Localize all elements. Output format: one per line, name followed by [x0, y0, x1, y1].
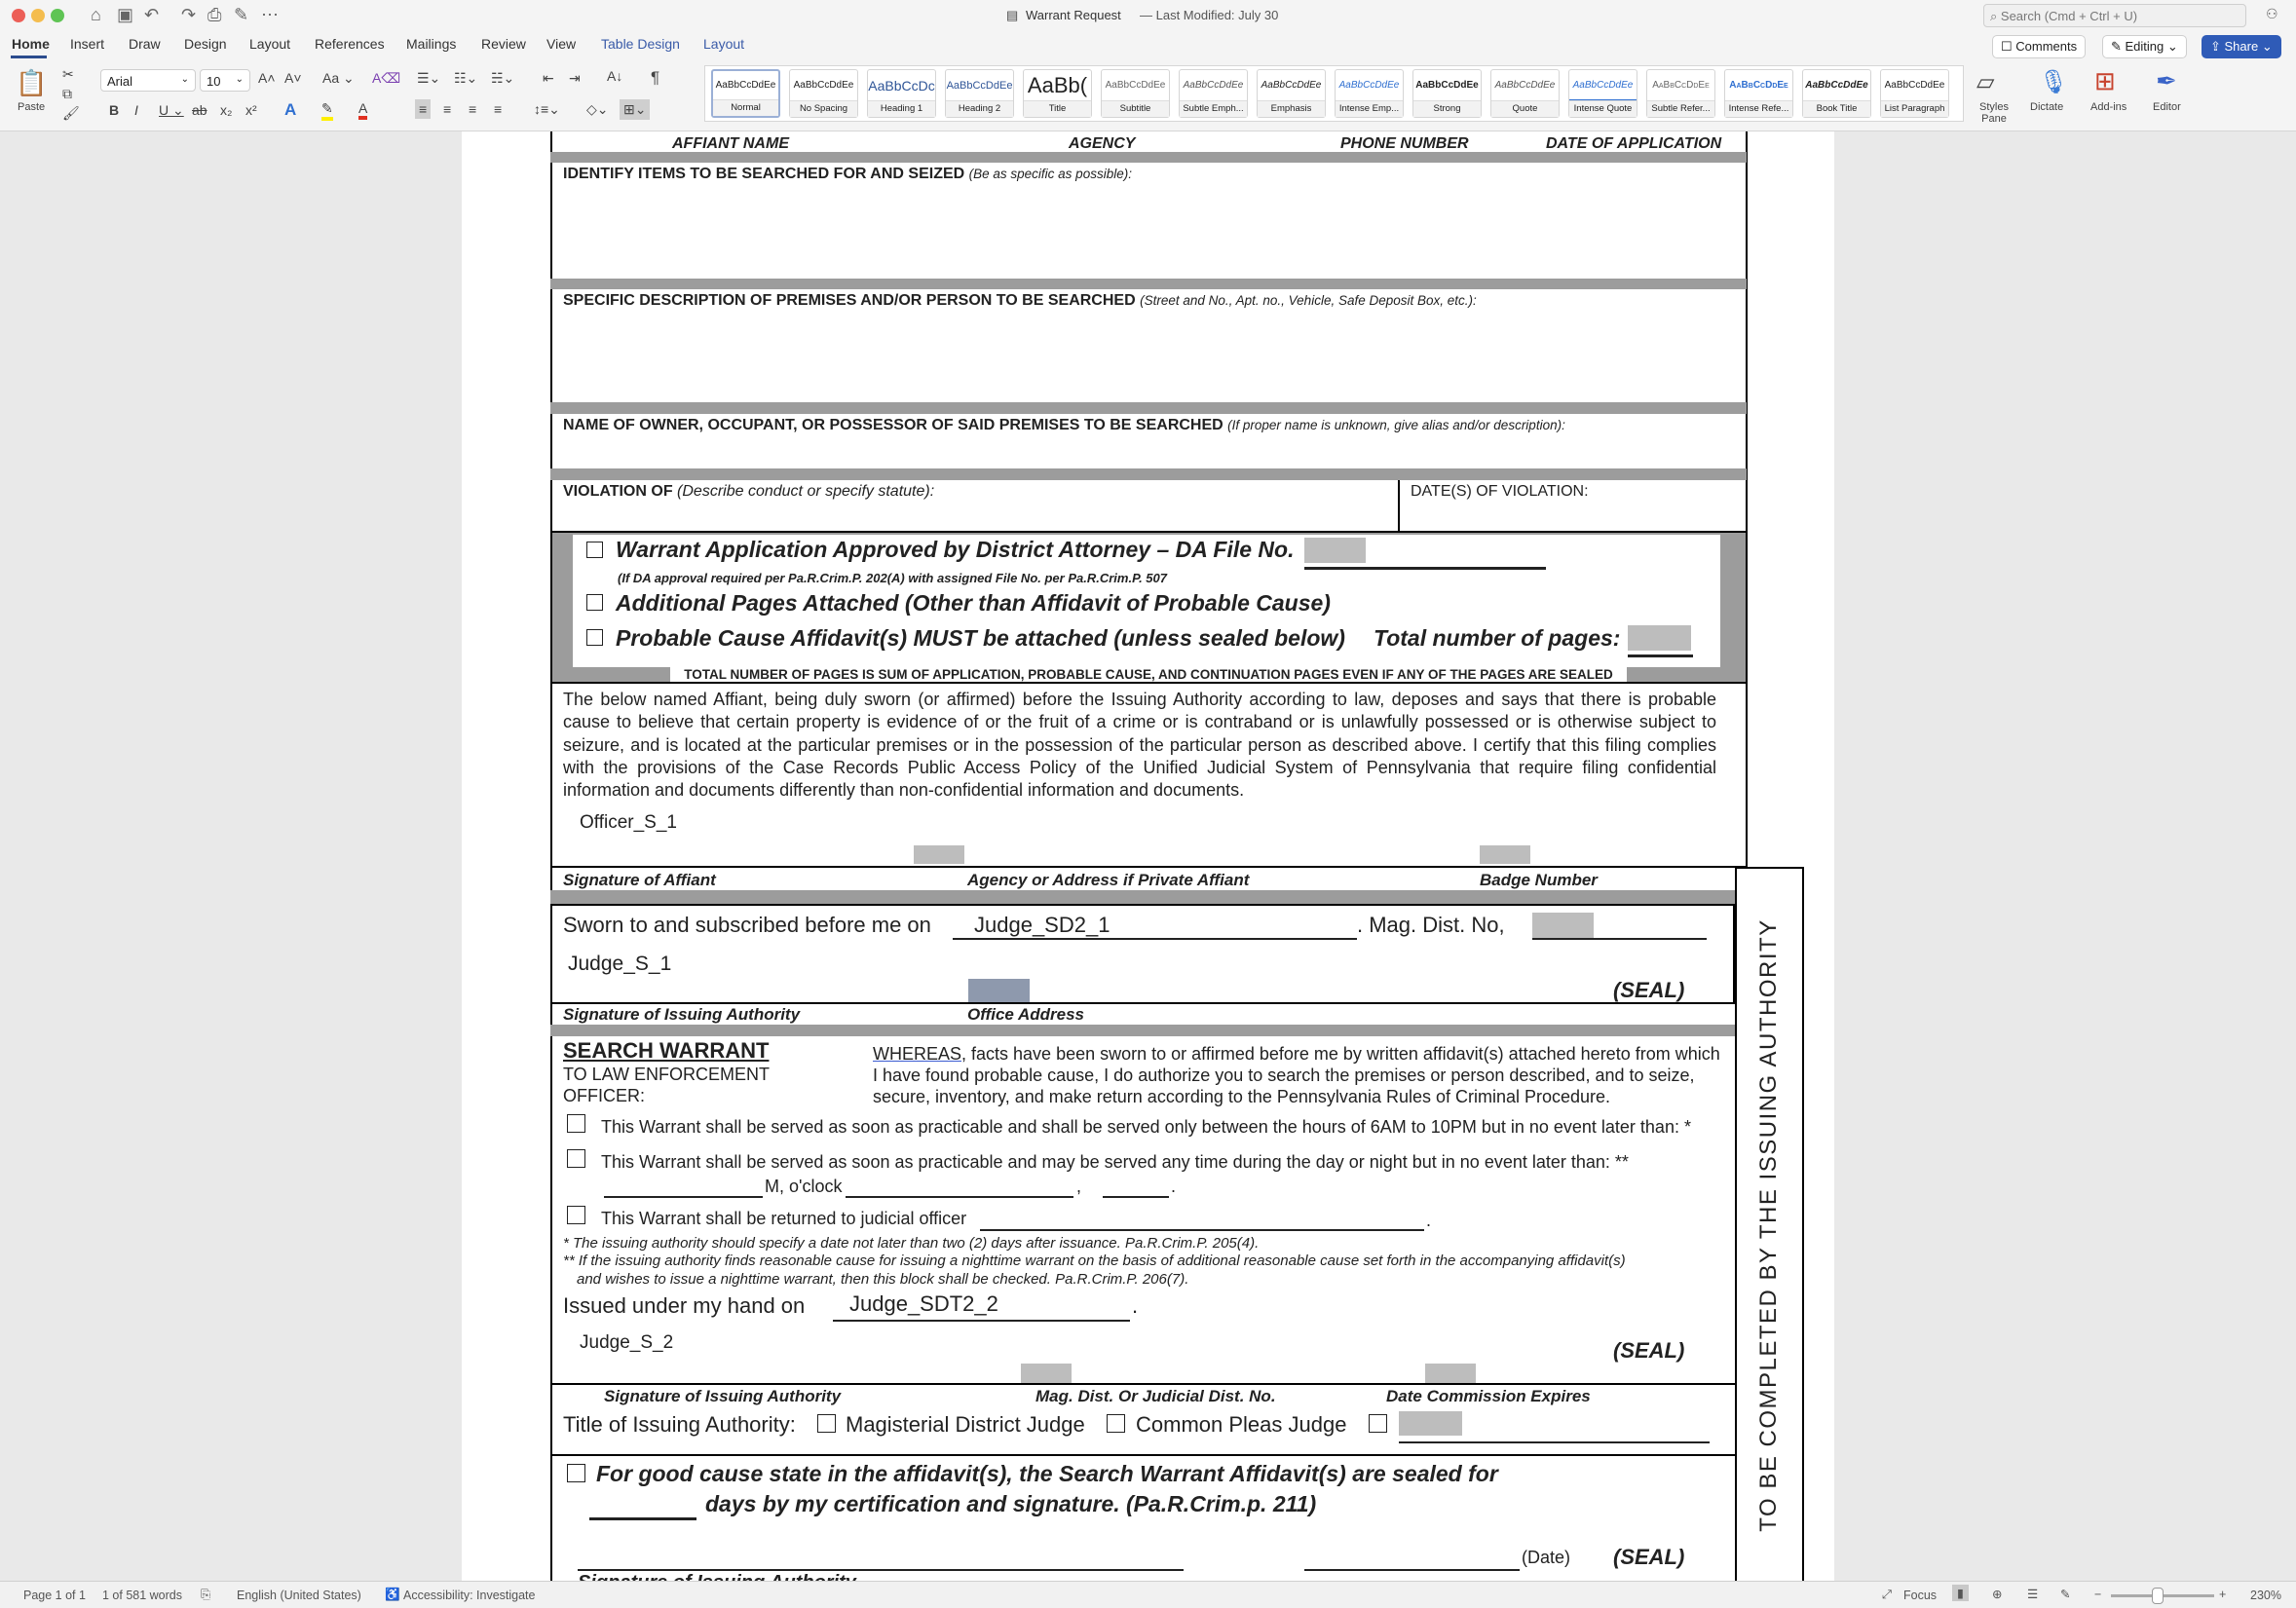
- total-pages-label: Total number of pages:: [1374, 625, 1621, 651]
- style-name: Subtle Refer...: [1647, 100, 1714, 117]
- footnote-3: and wishes to issue a nighttime warrant, then this block shall be checked. Pa.R.Crim.P. 206(7).: [577, 1271, 1189, 1288]
- focus-button[interactable]: Focus: [1903, 1589, 1938, 1602]
- style-preview: AaBbCcDdEe: [715, 80, 776, 91]
- outline-icon[interactable]: ☰: [2027, 1588, 2039, 1601]
- tab-table-design[interactable]: Table Design: [601, 36, 680, 52]
- clear-formatting-icon[interactable]: A⌫: [372, 70, 401, 86]
- footnote-1: * The issuing authority should specify a date not later than two (2) days after issuance. Pa.R.Crim.P. 205(4).: [563, 1235, 1260, 1252]
- dictate-label: Dictate: [2030, 101, 2064, 113]
- cut-icon[interactable]: ✂: [62, 66, 74, 82]
- styles-pane-icon[interactable]: ▱: [1976, 69, 1995, 95]
- edit-doc-icon[interactable]: ✎: [234, 5, 249, 24]
- style-preview: AaBbCcDdEe: [946, 79, 1013, 92]
- style-name: Title: [1024, 100, 1091, 117]
- additional-pages-checkbox[interactable]: [586, 594, 603, 611]
- numbering-icon[interactable]: ☷⌄: [454, 70, 478, 86]
- premises-description-field[interactable]: SPECIFIC DESCRIPTION OF PREMISES AND/OR PERSON TO BE SEARCHED (Street and No., Apt. no., Vehicle, Safe Deposit Box, etc.):: [563, 292, 1477, 309]
- row-line: [550, 682, 1747, 684]
- divider-bar: [550, 402, 1747, 414]
- save-icon[interactable]: ▣: [117, 5, 134, 24]
- font-name-select[interactable]: Arial ⌄: [100, 69, 196, 92]
- signature-issuing-label-2: Signature of Issuing Authority: [604, 1387, 842, 1405]
- total-pages-field[interactable]: [1628, 625, 1691, 651]
- tab-design[interactable]: Design: [184, 36, 227, 52]
- divider-bar: [550, 890, 1735, 904]
- font-color-icon[interactable]: A: [358, 100, 367, 120]
- style-name: No Spacing: [790, 100, 857, 117]
- probable-cause-label: Probable Cause Affidavit(s) MUST be attached (unless sealed below): [616, 625, 1345, 651]
- sworn-date-field[interactable]: Judge_SD2_1: [974, 913, 1110, 937]
- sworn-date-underline: [953, 938, 1357, 940]
- title-issuing-label: Title of Issuing Authority:: [563, 1412, 796, 1437]
- seal-label: (SEAL): [1613, 1338, 1685, 1363]
- da-approved-checkbox[interactable]: [586, 542, 603, 558]
- increase-indent-icon[interactable]: ⇥: [569, 70, 581, 86]
- daytime-label: This Warrant shall be served as soon as practicable and shall be served only between the hours of 6AM to 10PM but in no event later than: *: [601, 1117, 1691, 1137]
- subscript-button[interactable]: x₂: [220, 102, 233, 118]
- other-title-checkbox[interactable]: [1369, 1414, 1387, 1433]
- affiant-name-header: AFFIANT NAME: [672, 135, 789, 152]
- vertical-label: TO BE COMPLETED BY THE ISSUING AUTHORITY: [1755, 917, 1782, 1532]
- style-name: List Paragraph: [1881, 100, 1948, 117]
- mdj-label: Magisterial District Judge: [846, 1412, 1085, 1437]
- bullets-icon[interactable]: ☰⌄: [417, 70, 441, 86]
- justify-button[interactable]: ≡: [494, 101, 503, 117]
- mag-dist-field[interactable]: [1532, 913, 1594, 938]
- other-title-underline: [1399, 1441, 1710, 1443]
- affiant-signature-value[interactable]: Officer_S_1: [580, 812, 677, 833]
- style-preview: AaBbCcDdEe: [1415, 80, 1479, 91]
- total-pages-underline: [1628, 654, 1693, 657]
- affiant-statement: The below named Affiant, being duly sworn (or affirmed) before the Issuing Authority according to law, deposes and says that there is probable cause to believe that certain property is evidence of or the fruit of a crime or is contraband or is unlawfully possessed or is otherwise subject to seizure, and is located at the particular premises or in the possession of the particular person as described above. I certify that this filing complies with the provisions of the Case Records Public Access Policy of the Unified Judicial System of Pennsylvania that require filing confidential information and documents differently than non-confidential information and documents.: [563, 690, 1716, 801]
- addins-icon[interactable]: ⊞: [2094, 66, 2116, 95]
- row-line: [550, 1454, 1735, 1456]
- judicial-officer-field[interactable]: [980, 1229, 1424, 1231]
- share-button[interactable]: ⇪ Share ⌄: [2202, 35, 2281, 58]
- badge-number-field[interactable]: [1480, 845, 1530, 864]
- da-approved-label: Warrant Application Approved by District Attorney – DA File No.: [616, 537, 1295, 562]
- cell-divider: [1398, 480, 1400, 532]
- mag-dist-label: . Mag. Dist. No,: [1357, 913, 1505, 937]
- date-application-header: DATE OF APPLICATION: [1546, 135, 1722, 152]
- web-layout-icon[interactable]: ⊕: [1992, 1588, 2003, 1601]
- copy-icon[interactable]: ⧉: [62, 86, 72, 101]
- home-icon[interactable]: ⌂: [91, 5, 101, 24]
- signature-issuing-label: Signature of Issuing Authority: [563, 1005, 801, 1024]
- sworn-label: Sworn to and subscribed before me on: [563, 913, 931, 937]
- agency-field[interactable]: [914, 845, 964, 864]
- style-preview: AaBbCcDdEe: [1569, 70, 1637, 100]
- to-officer: OFFICER:: [563, 1086, 645, 1105]
- sealed-checkbox[interactable]: [567, 1464, 585, 1482]
- draft-icon[interactable]: ✎: [2060, 1588, 2071, 1601]
- divider-bar: [550, 468, 1747, 480]
- highlight-icon[interactable]: ✎: [321, 100, 333, 121]
- search-input[interactable]: ⌕ Search (Cmd + Ctrl + U): [1983, 4, 2246, 27]
- style-preview: AaBbCcDdEe: [1338, 80, 1400, 91]
- style-name: Heading 1: [868, 100, 935, 117]
- style-preview: AaBbCcDc: [868, 77, 935, 93]
- grow-font-icon[interactable]: A˄: [258, 70, 276, 86]
- cpj-checkbox[interactable]: [1107, 1414, 1125, 1433]
- align-left-button[interactable]: ≡: [415, 99, 431, 119]
- document-page[interactable]: [462, 131, 1834, 1581]
- da-note: (If DA approval required per Pa.R.Crim.P. 202(A) with assigned File No. per Pa.R.Crim.P. 507: [618, 571, 1167, 585]
- da-file-no-field[interactable]: [1304, 538, 1366, 563]
- shrink-font-icon[interactable]: A˅: [284, 70, 302, 86]
- last-modified[interactable]: — Last Modified: July 30: [1140, 8, 1279, 22]
- more-icon[interactable]: ⋯: [261, 5, 279, 24]
- time-field[interactable]: [604, 1196, 763, 1198]
- oclock-label: M, o'clock: [765, 1177, 843, 1196]
- shading-icon[interactable]: ◇⌄: [586, 101, 609, 117]
- word-count[interactable]: 1 of 581 words: [102, 1589, 182, 1602]
- mdj-checkbox[interactable]: [817, 1414, 836, 1433]
- tab-layout-table[interactable]: Layout: [703, 36, 745, 52]
- accessibility-status[interactable]: Accessibility: Investigate: [403, 1589, 536, 1602]
- style-name: Normal: [713, 99, 778, 116]
- strikethrough-button[interactable]: ab: [192, 102, 207, 118]
- issuing-signature-value[interactable]: Judge_S_1: [568, 953, 672, 975]
- commission-expires-label: Date Commission Expires: [1386, 1387, 1591, 1405]
- violation-date-field[interactable]: DATE(S) OF VIOLATION:: [1411, 483, 1589, 500]
- style-name: Quote: [1491, 100, 1559, 117]
- additional-pages-label: Additional Pages Attached (Other than Affidavit of Probable Cause): [616, 590, 1331, 616]
- style-preview: AaBbCcDdEe: [793, 80, 854, 91]
- multilevel-list-icon[interactable]: ☵⌄: [491, 70, 515, 86]
- badge-number-label: Badge Number: [1480, 871, 1598, 889]
- office-address-label: Office Address: [967, 1005, 1084, 1024]
- paste-icon[interactable]: 📋: [16, 68, 48, 97]
- sealed-days-field[interactable]: [589, 1517, 696, 1520]
- text-effects-icon[interactable]: A: [284, 100, 297, 119]
- divider-bar: [550, 1025, 1735, 1036]
- search-warrant-title: SEARCH WARRANT: [563, 1038, 770, 1063]
- sealed-date-field[interactable]: [1304, 1569, 1520, 1571]
- seal-label: (SEAL): [1613, 1545, 1685, 1569]
- editor-label: Editor: [2153, 101, 2181, 113]
- style-preview: AaBbCcDdEe: [1261, 80, 1322, 91]
- align-center-button[interactable]: ≡: [443, 101, 452, 117]
- cpj-label: Common Pleas Judge: [1136, 1412, 1347, 1437]
- account-icon[interactable]: ⚇: [2266, 6, 2278, 21]
- comma: ,: [1076, 1177, 1082, 1196]
- tab-view[interactable]: View: [546, 36, 577, 52]
- date-label: (Date): [1522, 1548, 1571, 1567]
- microphone-icon[interactable]: 🎙: [2039, 69, 2069, 95]
- proofing-icon[interactable]: ⎘: [201, 1588, 211, 1601]
- superscript-button[interactable]: x²: [245, 102, 257, 118]
- sealed-signature-field[interactable]: [578, 1569, 1184, 1571]
- tab-mailings[interactable]: Mailings: [406, 36, 457, 52]
- line-spacing-icon[interactable]: ↕≡⌄: [534, 101, 560, 117]
- signature-affiant-label: Signature of Affiant: [563, 871, 716, 889]
- print-icon[interactable]: ⎙: [207, 5, 222, 24]
- probable-cause-checkbox[interactable]: [586, 629, 603, 646]
- return-label: This Warrant shall be returned to judicial officer: [601, 1209, 967, 1228]
- other-title-field[interactable]: [1399, 1411, 1462, 1436]
- italic-button[interactable]: I: [134, 102, 138, 118]
- underline-button[interactable]: U ⌄: [159, 102, 184, 118]
- focus-icon[interactable]: ⤢: [1882, 1588, 1893, 1601]
- table-left-border: [550, 131, 552, 1583]
- to-law-enforcement: TO LAW ENFORCEMENT: [563, 1065, 771, 1084]
- da-file-underline: [1304, 567, 1546, 570]
- document-title: Warrant Request: [1026, 8, 1121, 22]
- comments-button[interactable]: ☐ Comments: [1992, 35, 2086, 58]
- mag-dist-underline: [1532, 938, 1707, 940]
- style-name: Heading 2: [946, 100, 1013, 117]
- tab-draw[interactable]: Draw: [129, 36, 161, 52]
- judicial-dist-label: Mag. Dist. Or Judicial Dist. No.: [1035, 1387, 1276, 1405]
- font-size-select[interactable]: 10 ⌄: [200, 69, 250, 92]
- judicial-dist-field[interactable]: [1021, 1364, 1072, 1383]
- zoom-out-button[interactable]: −: [2094, 1588, 2102, 1601]
- nighttime-checkbox[interactable]: [567, 1149, 585, 1168]
- identify-items-field[interactable]: IDENTIFY ITEMS TO BE SEARCHED FOR AND SEIZED (Be as specific as possible):: [563, 166, 1132, 182]
- word-doc-icon: ▤: [1006, 8, 1019, 22]
- accessibility-icon[interactable]: ♿: [385, 1588, 400, 1601]
- row-line: [550, 1383, 1735, 1385]
- style-preview: AaBbCcDdEe: [1884, 80, 1945, 91]
- seal-label: (SEAL): [1613, 978, 1685, 1002]
- style-name: Intense Emp...: [1336, 100, 1403, 117]
- period: .: [1171, 1177, 1177, 1196]
- editor-icon[interactable]: ✒: [2156, 66, 2177, 95]
- paste-label: Paste: [18, 101, 46, 113]
- date-field[interactable]: [846, 1196, 1073, 1198]
- tab-insert[interactable]: Insert: [70, 36, 105, 52]
- redo-icon[interactable]: ↷: [181, 5, 197, 24]
- style-preview: AaBbCcDdEe: [1652, 80, 1710, 91]
- total-pages-banner: TOTAL NUMBER OF PAGES IS SUM OF APPLICATION, PROBABLE CAUSE, AND CONTINUATION PAGES EVEN IF ANY OF THE PAGES ARE SEALED: [670, 667, 1627, 682]
- owner-name-field[interactable]: NAME OF OWNER, OCCUPANT, OR POSSESSOR OF SAID PREMISES TO BE SEARCHED (If proper name is unknown, give alias and/or description):: [563, 417, 1565, 433]
- tab-review[interactable]: Review: [481, 36, 526, 52]
- whereas-paragraph: WHEREAS, facts have been sworn to or affirmed before me by written affidavit(s) attached hereto from which I have found probable cause, I do authorize you to search the premises or person described, and to seize, secure, inventory, and make return according to the Pennsylvania Rules of Criminal Procedure.: [873, 1044, 1720, 1106]
- zoom-level[interactable]: 230%: [2250, 1589, 2281, 1602]
- year-field[interactable]: [1103, 1196, 1169, 1198]
- agency-address-label: Agency or Address if Private Affiant: [967, 871, 1250, 889]
- footnote-2: ** If the issuing authority finds reasonable cause for issuing a nighttime warrant on the basis of additional reasonable cause set forth in the accompanying affidavit(s): [563, 1253, 1626, 1269]
- styles-pane-label: Styles Pane: [1979, 101, 2009, 125]
- search-icon: ⌕: [1990, 9, 2001, 23]
- violation-field[interactable]: VIOLATION OF (Describe conduct or specify statute):: [563, 483, 935, 500]
- sort-icon[interactable]: A↓: [607, 68, 623, 84]
- editing-button[interactable]: ✎ Editing ⌄: [2102, 35, 2187, 58]
- style-preview: AaBbCcDdEe: [1183, 80, 1244, 91]
- divider-bar: [550, 279, 1747, 289]
- divider-bar: [550, 152, 1747, 163]
- phone-header: PHONE NUMBER: [1340, 135, 1469, 152]
- tab-layout[interactable]: Layout: [249, 36, 291, 52]
- period: .: [1132, 1293, 1139, 1318]
- sealed-label: For good cause state in the affidavit(s), the Search Warrant Affidavit(s) are sealed for: [596, 1461, 1498, 1486]
- office-address-field[interactable]: [968, 979, 1030, 1002]
- style-name: Subtitle: [1102, 100, 1169, 117]
- style-name: Intense Refe...: [1725, 100, 1792, 117]
- row-line: [550, 866, 1747, 868]
- addins-label: Add-ins: [2090, 101, 2127, 113]
- style-preview: AaBbCcDdEe: [1105, 80, 1166, 91]
- commission-expires-field[interactable]: [1425, 1364, 1476, 1383]
- issued-label: Issued under my hand on: [563, 1293, 806, 1318]
- format-painter-icon[interactable]: 🖌: [62, 105, 80, 121]
- return-checkbox[interactable]: [567, 1206, 585, 1224]
- style-preview: AaBbCcDdEe: [1494, 80, 1556, 91]
- show-marks-icon[interactable]: ¶: [651, 68, 660, 87]
- nighttime-label: This Warrant shall be served as soon as practicable and may be served any time during the day or night but in no event later than: **: [601, 1152, 1629, 1172]
- style-preview: AaBb(: [1027, 72, 1088, 97]
- issued-underline: [833, 1320, 1130, 1322]
- issuing-signature-value-2[interactable]: Judge_S_2: [580, 1332, 674, 1353]
- issuing-authority-side-box: [1735, 867, 1804, 1583]
- tab-references[interactable]: References: [315, 36, 385, 52]
- daytime-checkbox[interactable]: [567, 1114, 585, 1133]
- period: .: [1426, 1211, 1432, 1230]
- decrease-indent-icon[interactable]: ⇤: [543, 70, 554, 86]
- align-right-button[interactable]: ≡: [469, 101, 477, 117]
- zoom-in-button[interactable]: +: [2219, 1588, 2227, 1601]
- zoom-slider-thumb[interactable]: [2152, 1588, 2164, 1604]
- style-name: Strong: [1413, 100, 1481, 117]
- print-layout-icon[interactable]: ▮: [1952, 1585, 1969, 1601]
- undo-icon[interactable]: ↶: [144, 5, 160, 24]
- table-right-border: [1746, 131, 1748, 868]
- tab-home[interactable]: Home: [12, 36, 50, 52]
- borders-icon[interactable]: ⊞⌄: [620, 99, 650, 120]
- sealed-label-2: days by my certification and signature. (Pa.R.Crim.p. 211): [705, 1491, 1317, 1516]
- bold-button[interactable]: B: [109, 102, 120, 118]
- page-count[interactable]: Page 1 of 1: [23, 1589, 86, 1602]
- change-case-button[interactable]: Aa ⌄: [322, 70, 355, 86]
- issued-date-field[interactable]: Judge_SDT2_2: [849, 1291, 998, 1316]
- agency-header: AGENCY: [1069, 135, 1136, 152]
- style-name: Subtle Emph...: [1180, 100, 1247, 117]
- status-bar: [0, 1581, 2296, 1608]
- style-preview: AaBbCcDdEe: [1805, 80, 1868, 91]
- style-name: Book Title: [1803, 100, 1870, 117]
- style-preview: AaBbCcDdEe: [1729, 80, 1788, 91]
- style-name: Intense Quote: [1569, 100, 1637, 117]
- style-name: Emphasis: [1258, 100, 1325, 117]
- language[interactable]: English (United States): [237, 1589, 361, 1602]
